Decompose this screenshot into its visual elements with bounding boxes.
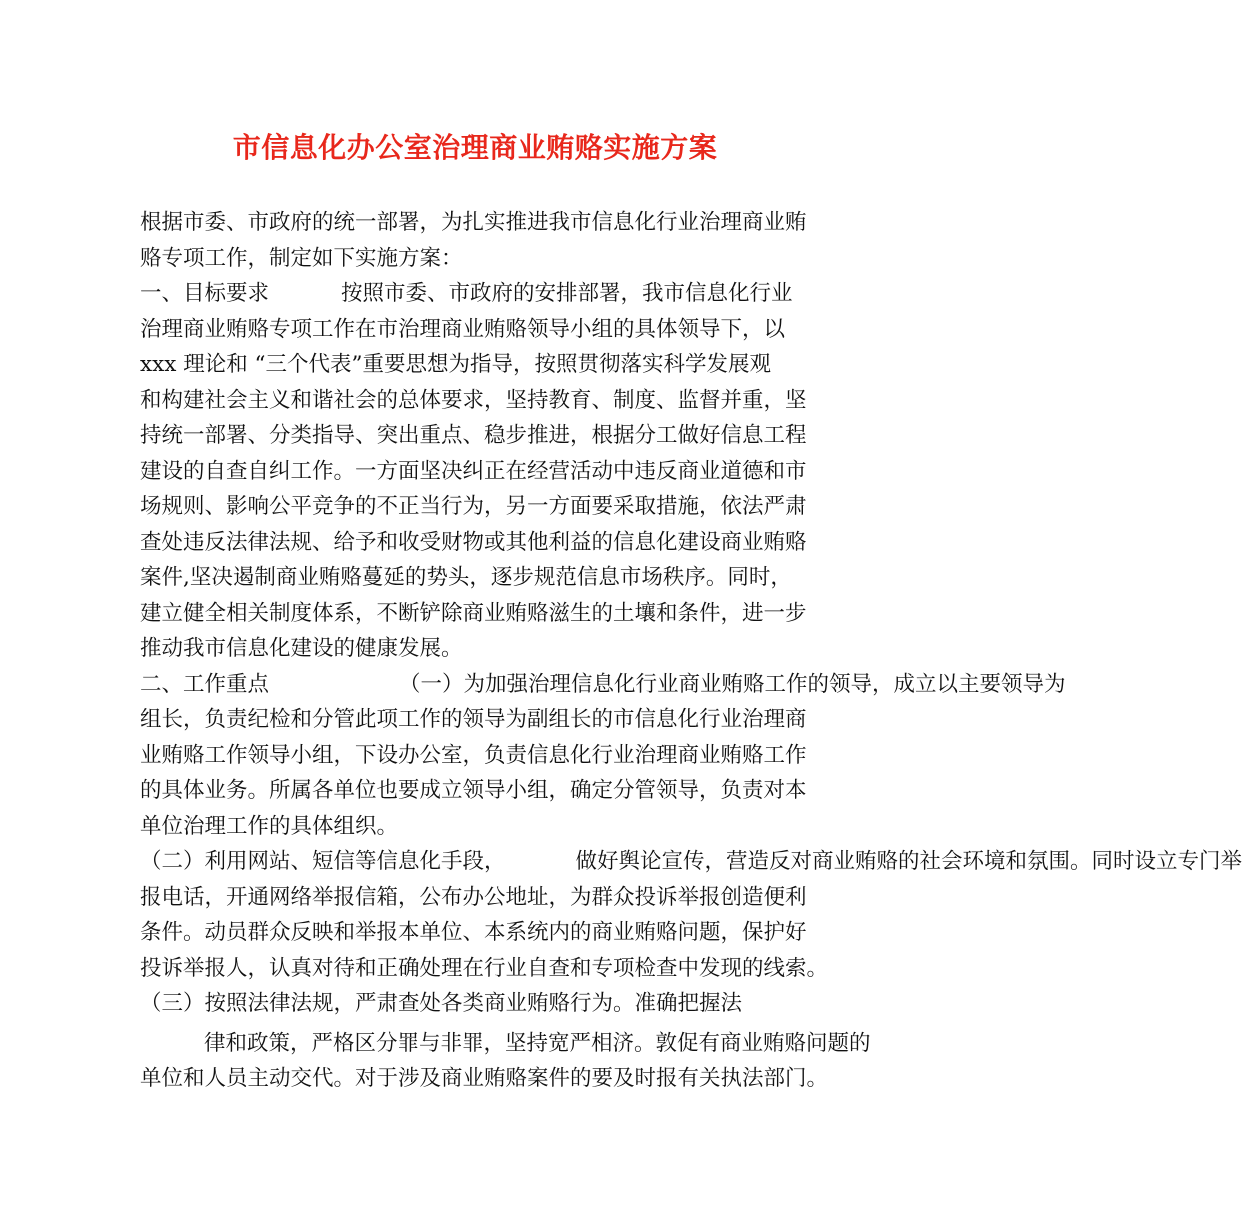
text-segment: 推动我市信息化建设的健康发展。	[140, 636, 463, 661]
text-line	[140, 525, 840, 561]
text-line	[140, 312, 840, 348]
text-line	[140, 454, 840, 490]
text-line	[140, 1026, 871, 1062]
text-segment: 报电话，开通网络举报信箱，公布办公地址，为群众投诉举报创造便利	[140, 884, 807, 910]
text-segment: 治理商业贿赂专项工作在市治理商业贿赂领导小组的具体领导下，以	[140, 316, 786, 342]
text-segment: 业贿赂工作领导小组，下设办公室，负责信息化行业治理商业贿赂工作	[140, 742, 807, 768]
text-segment: （三）按照法律法规，严肃查处各类商业贿赂行为。准确把握法	[140, 991, 743, 1016]
text-segment: 二、工作重点	[140, 671, 270, 697]
text-segment: 和构建社会主义和谐社会的总体要求，坚持教育、制度、监督并重，坚	[140, 387, 807, 413]
text-segment: 根据市委、市政府的统一部署，为扎实推进我市信息化行业治理商业贿	[140, 210, 807, 235]
text-line	[140, 276, 840, 312]
text-line	[140, 383, 840, 419]
text-line	[140, 667, 1066, 703]
text-line	[140, 915, 840, 951]
text-segment: 做好舆论宣传，营造反对商业贿赂的社会环境和氛围。同时设立专门举	[575, 849, 1242, 874]
text-line	[140, 986, 840, 1022]
text-line	[140, 1097, 840, 1133]
text-segment: 按照市委、市政府的安排部署，我市信息化行业	[341, 281, 793, 306]
text-line	[140, 560, 840, 596]
text-line	[140, 205, 840, 241]
text-segment: 查处违反法律法规、给予和收受财物或其他利益的信息化建设商业贿赂	[140, 529, 807, 555]
text-segment: 赂专项工作，制定如下实施方案：	[140, 245, 463, 271]
text-segment: 单位治理工作的具体组织。	[140, 813, 399, 839]
text-segment: 的具体业务。所属各单位也要成立领导小组，确定分管领导，负责对本	[140, 778, 807, 803]
text-line	[140, 773, 840, 809]
document-title: 市信息化办公室治理商业贿赂实施方案	[232, 131, 718, 164]
text-line	[140, 418, 840, 454]
text-segment: 律和政策，严格区分罪与非罪，坚持宽严相济。敦促有商业贿赂问题的	[204, 1030, 871, 1056]
text-line	[140, 1061, 840, 1097]
text-line	[140, 738, 840, 774]
text-segment: 案件,坚决遏制商业贿赂蔓延的势头，逐步规范信息市场秩序。同时，	[140, 565, 792, 590]
section-heading: （一）为加强治理信息化行业商业贿赂工作的领导，成立以主要领导为	[399, 671, 1066, 697]
text-segment: 建立健全相关制度体系，不断铲除商业贿赂滋生的土壤和条件，进一步	[140, 600, 807, 626]
text-line	[140, 951, 840, 987]
text-line	[140, 596, 840, 632]
text-segment: 建设的自查自纠工作。一方面坚决纠正在经营活动中违反商业道德和市	[140, 458, 807, 484]
text-line	[140, 241, 840, 277]
text-line	[140, 702, 840, 738]
text-line	[140, 489, 840, 525]
section-heading: 一、目标要求	[140, 281, 270, 306]
text-line	[140, 880, 840, 916]
text-segment: xxx 理论和 “三个代表”重要思想为指导，按照贯彻落实科学发展观	[140, 352, 772, 377]
text-segment: 场规则、影响公平竞争的不正当行为，另一方面要采取措施，依法严肃	[140, 494, 807, 519]
text-segment: （二）利用网站、短信等信息化手段，	[140, 849, 506, 874]
text-segment: 组长，负责纪检和分管此项工作的领导为副组长的市信息化行业治理商	[140, 707, 807, 732]
text-line	[140, 631, 840, 667]
text-segment: 单位和人员主动交代。对于涉及商业贿赂案件的要及时报有关执法部门。	[140, 1066, 829, 1091]
text-line	[140, 844, 1242, 880]
text-segment: 投诉举报人，认真对待和正确处理在行业自查和专项检查中发现的线索。	[140, 955, 829, 981]
text-line	[140, 809, 840, 845]
text-segment: 持统一部署、分类指导、突出重点、稳步推进，根据分工做好信息工程	[140, 423, 807, 448]
document-body	[140, 205, 1242, 1132]
text-segment: 条件。动员群众反映和举报本单位、本系统内的商业贿赂问题，保护好	[140, 920, 807, 945]
text-line	[140, 347, 840, 383]
